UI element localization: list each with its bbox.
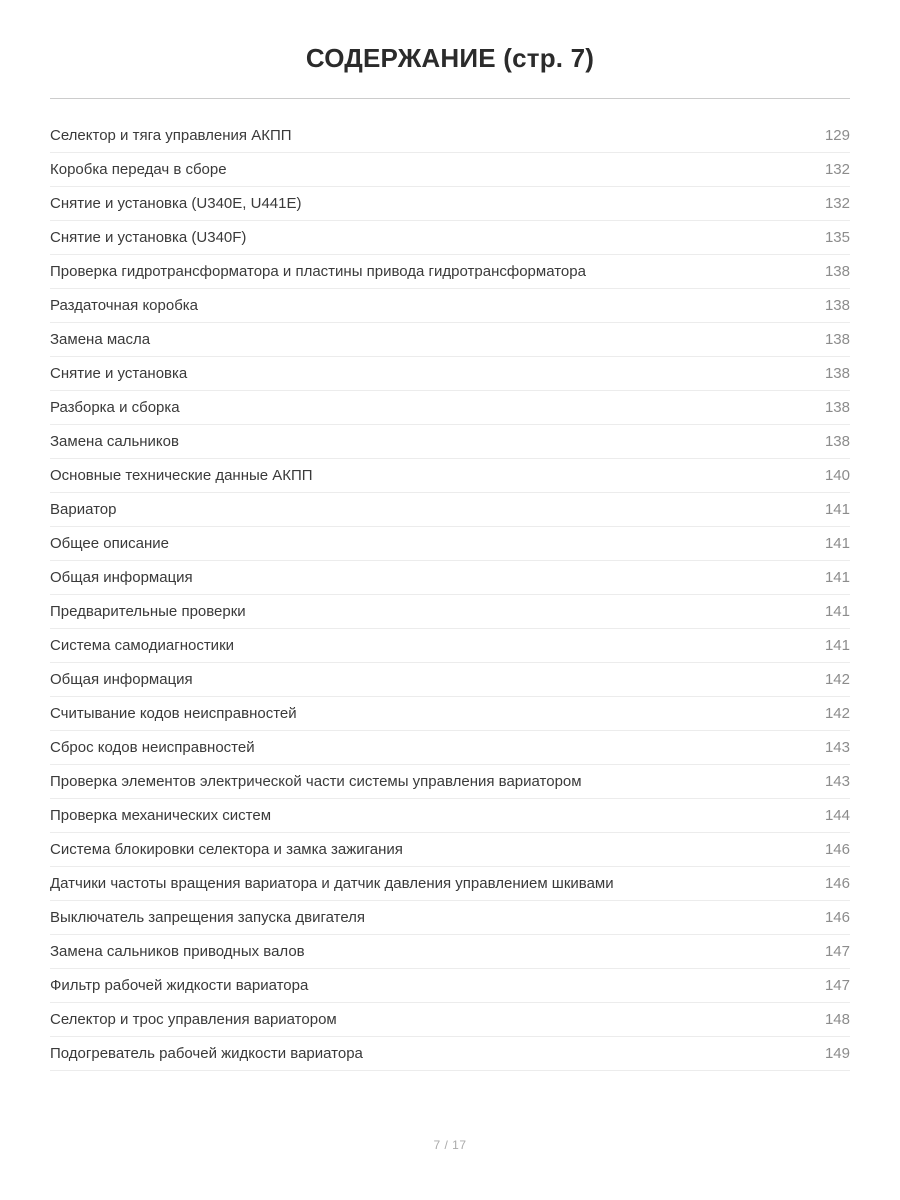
toc-entry[interactable] bbox=[50, 153, 850, 187]
toc-entry-page-number: 138 bbox=[824, 331, 850, 348]
toc-entry[interactable] bbox=[50, 901, 850, 935]
toc-entry[interactable] bbox=[50, 833, 850, 867]
toc-entry[interactable] bbox=[50, 561, 850, 595]
toc-entry-title: Основные технические данные АКПП bbox=[50, 467, 313, 484]
toc-entry-title: Система блокировки селектора и замка зажигания bbox=[50, 841, 403, 858]
page-header bbox=[0, 0, 900, 99]
toc-entry[interactable] bbox=[50, 697, 850, 731]
table-of-contents bbox=[0, 99, 900, 1071]
toc-entry-title: Селектор и трос управления вариатором bbox=[50, 1011, 337, 1028]
toc-entry-title: Разборка и сборка bbox=[50, 399, 180, 416]
toc-entry-title: Проверка гидротрансформатора и пластины привода гидротрансформатора bbox=[50, 263, 586, 280]
toc-entry-page-number: 141 bbox=[824, 603, 850, 620]
toc-entry[interactable] bbox=[50, 255, 850, 289]
toc-entry-title: Сброс кодов неисправностей bbox=[50, 739, 255, 756]
toc-entry[interactable] bbox=[50, 867, 850, 901]
toc-entry-title: Раздаточная коробка bbox=[50, 297, 199, 314]
toc-entry-page-number: 148 bbox=[824, 1011, 850, 1028]
toc-entry-page-number: 143 bbox=[824, 773, 850, 790]
page-title: СОДЕРЖАНИЕ (стр. 7) bbox=[305, 43, 595, 73]
toc-entry-page-number: 138 bbox=[824, 399, 850, 416]
toc-entry-page-number: 141 bbox=[824, 569, 850, 586]
toc-entry[interactable] bbox=[50, 629, 850, 663]
toc-entry[interactable] bbox=[50, 323, 850, 357]
toc-entry[interactable] bbox=[50, 1003, 850, 1037]
toc-entry[interactable] bbox=[50, 289, 850, 323]
toc-entry-title: Коробка передач в сборе bbox=[50, 161, 227, 178]
toc-entry-page-number: 146 bbox=[824, 909, 850, 926]
toc-entry-page-number: 138 bbox=[824, 297, 850, 314]
toc-entry-page-number: 138 bbox=[824, 263, 850, 280]
toc-entry-title: Замена масла bbox=[50, 331, 151, 348]
toc-entry-page-number: 132 bbox=[824, 161, 850, 178]
toc-entry-page-number: 146 bbox=[824, 875, 850, 892]
toc-entry-title: Предварительные проверки bbox=[50, 603, 246, 620]
toc-entry-page-number: 132 bbox=[824, 195, 850, 212]
toc-entry[interactable] bbox=[50, 187, 850, 221]
toc-entry-page-number: 142 bbox=[824, 671, 850, 688]
toc-entry[interactable] bbox=[50, 1037, 850, 1071]
toc-entry-title: Снятие и установка bbox=[50, 365, 188, 382]
toc-entry-page-number: 147 bbox=[824, 943, 850, 960]
toc-entry-title: Фильтр рабочей жидкости вариатора bbox=[50, 977, 309, 994]
toc-entry-title: Подогреватель рабочей жидкости вариатора bbox=[50, 1045, 363, 1062]
toc-entry-title: Общая информация bbox=[50, 671, 193, 688]
toc-entry-title: Датчики частоты вращения вариатора и датчик давления управлением шкивами bbox=[50, 875, 614, 892]
toc-entry[interactable] bbox=[50, 527, 850, 561]
toc-entry[interactable] bbox=[50, 969, 850, 1003]
toc-entry-title: Проверка механических систем bbox=[50, 807, 272, 824]
toc-entry[interactable] bbox=[50, 663, 850, 697]
toc-entry-title: Проверка элементов электрической части системы управления вариатором bbox=[50, 773, 582, 790]
toc-entry-page-number: 138 bbox=[824, 433, 850, 450]
toc-entry-title: Считывание кодов неисправностей bbox=[50, 705, 297, 722]
toc-entry-page-number: 146 bbox=[824, 841, 850, 858]
toc-entry-title: Замена сальников приводных валов bbox=[50, 943, 305, 960]
toc-entry-page-number: 149 bbox=[824, 1045, 850, 1062]
toc-entry[interactable] bbox=[50, 493, 850, 527]
page-pagination: 7 / 17 bbox=[433, 1138, 467, 1152]
toc-entry[interactable] bbox=[50, 595, 850, 629]
toc-entry-page-number: 142 bbox=[824, 705, 850, 722]
toc-entry-page-number: 141 bbox=[824, 637, 850, 654]
page-footer bbox=[0, 1136, 900, 1200]
toc-entry-title: Вариатор bbox=[50, 501, 117, 518]
toc-entry-page-number: 138 bbox=[824, 365, 850, 382]
toc-entry-title: Селектор и тяга управления АКПП bbox=[50, 127, 292, 144]
toc-entry-page-number: 140 bbox=[824, 467, 850, 484]
toc-entry[interactable] bbox=[50, 391, 850, 425]
toc-entry-page-number: 141 bbox=[824, 501, 850, 518]
toc-entry[interactable] bbox=[50, 221, 850, 255]
toc-entry[interactable] bbox=[50, 935, 850, 969]
toc-entry[interactable] bbox=[50, 425, 850, 459]
toc-entry-page-number: 141 bbox=[824, 535, 850, 552]
toc-entry-title: Замена сальников bbox=[50, 433, 179, 450]
toc-entry[interactable] bbox=[50, 357, 850, 391]
toc-entry[interactable] bbox=[50, 119, 850, 153]
toc-entry-title: Снятие и установка (U340F) bbox=[50, 229, 247, 246]
toc-entry-title: Общая информация bbox=[50, 569, 193, 586]
toc-entry[interactable] bbox=[50, 799, 850, 833]
toc-entry-page-number: 147 bbox=[824, 977, 850, 994]
toc-entry-page-number: 129 bbox=[824, 127, 850, 144]
toc-entry[interactable] bbox=[50, 459, 850, 493]
toc-entry-title: Общее описание bbox=[50, 535, 169, 552]
toc-entry-title: Снятие и установка (U340E, U441E) bbox=[50, 195, 302, 212]
toc-entry[interactable] bbox=[50, 731, 850, 765]
toc-entry-page-number: 144 bbox=[824, 807, 850, 824]
toc-entry-page-number: 135 bbox=[824, 229, 850, 246]
toc-entry-title: Система самодиагностики bbox=[50, 637, 235, 654]
toc-entry-page-number: 143 bbox=[824, 739, 850, 756]
toc-entry-title: Выключатель запрещения запуска двигателя bbox=[50, 909, 366, 926]
toc-entry[interactable] bbox=[50, 765, 850, 799]
